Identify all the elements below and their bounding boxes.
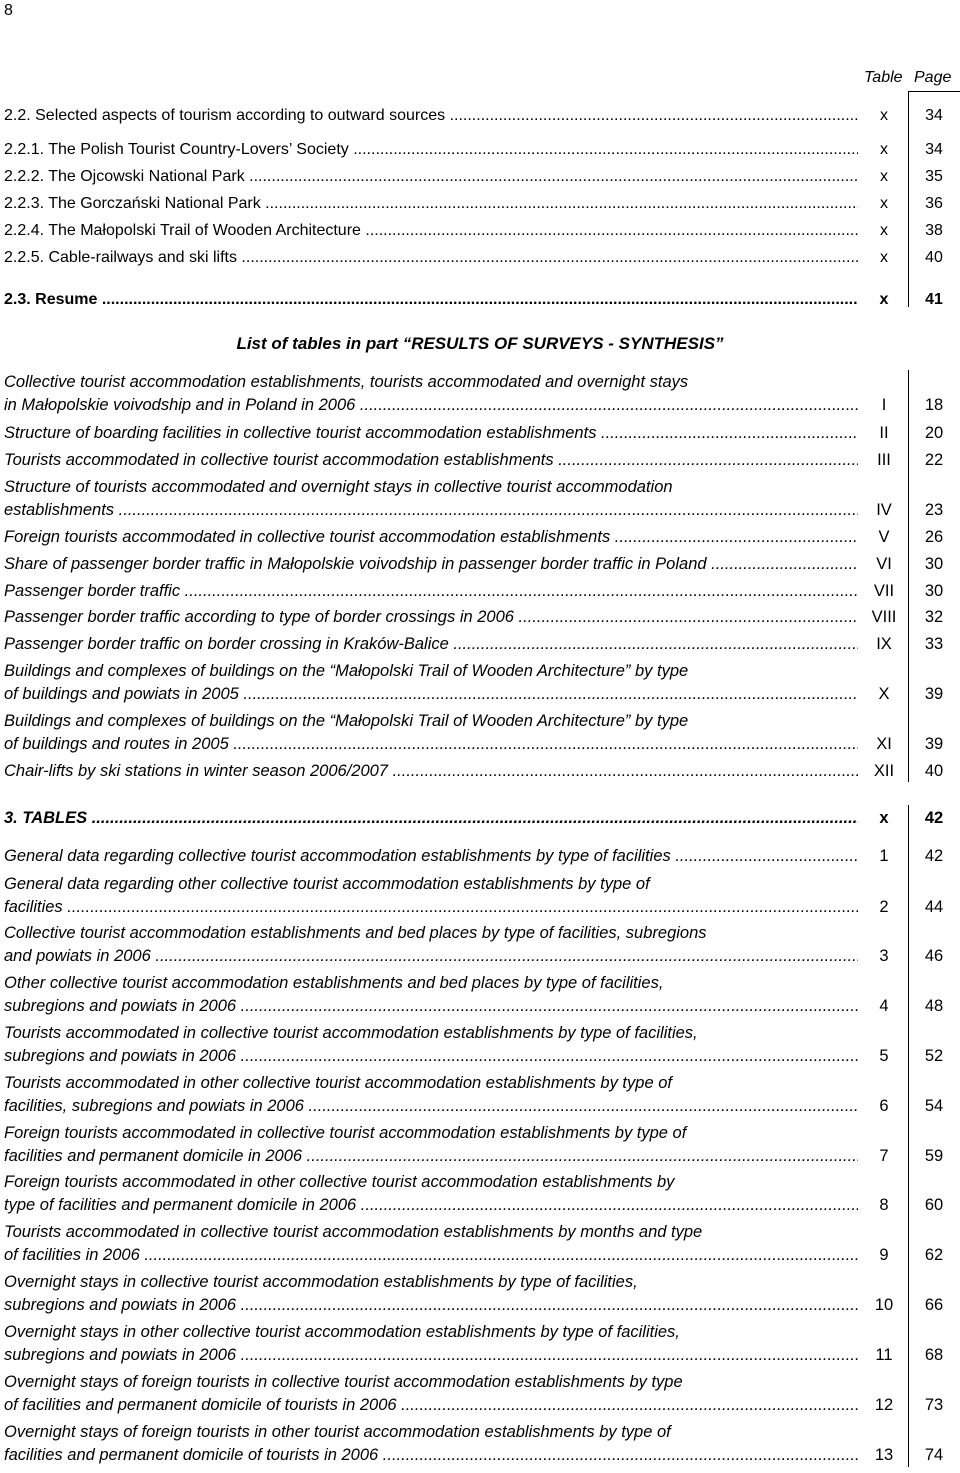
entry-page-number: 48 [924,997,944,1015]
toc-entry-line [0,248,960,268]
toc-entry-line [0,554,960,574]
toc-entry-line [0,106,960,126]
toc-entry-line [0,1046,960,1066]
column-header-table: Table [864,69,903,86]
toc-entry-line [0,684,960,704]
toc-entry-line [0,734,960,754]
toc-entry-line [0,477,960,497]
entry-title: Foreign tourists accommodated in collective tourist accommodation establishments ..... [4,527,858,547]
toc-entry-line [0,1023,960,1043]
toc-entry-line [0,897,960,917]
entry-title: Chair-lifts by ski stations in winter season 2006/2007 ..... [4,761,858,781]
entry-page-number: 68 [924,1346,944,1364]
toc-entry-line [0,1422,960,1442]
entry-title: of facilities in 2006 ..... [4,1245,858,1265]
entry-title: Collective tourist accommodation establishments, tourists accommodated and overnight stays [4,373,689,391]
entry-title: Overnight stays in collective tourist accommodation establishments by type of facilities, [4,1273,638,1291]
entry-page-number: 34 [925,141,943,158]
entry-title: subregions and powiats in 2006 ..... [4,1295,858,1315]
entry-title: subregions and powiats in 2006 ..... [4,1046,858,1066]
entry-table-number: 10 [874,1296,894,1314]
toc-entry-line [0,923,960,943]
toc-entry-line [0,808,960,828]
entry-table-number: II [879,424,889,442]
toc-entry-line [0,1372,960,1392]
entry-page-number: 39 [924,685,944,703]
entry-title: 2.2.4. The Małopolski Trail of Wooden Architecture ..... [4,221,858,241]
toc-entry-line [0,1096,960,1116]
entry-table-number: XI [876,735,892,753]
toc-entry-line [0,1146,960,1166]
entry-title: facilities, subregions and powiats in 2006 ..... [4,1096,858,1116]
entry-title: Passenger border traffic on border crossing in Kraków-Balice ..... [4,634,858,654]
entry-title: Tourists accommodated in collective tourist accommodation establishments ..... [4,450,858,470]
entry-page-number: 23 [924,501,944,519]
entry-title: Structure of boarding facilities in collective tourist accommodation establishments ..... [4,423,858,443]
toc-entry-line [0,711,960,731]
page-number: 8 [4,2,13,19]
entry-title: Tourists accommodated in collective tourist accommodation establishments by type of facilities, [4,1024,698,1042]
entry-table-number: 2 [879,898,889,916]
entry-table-number: 13 [874,1446,894,1464]
entry-title: 2.2.3. The Gorczański National Park ..... [4,194,858,214]
entry-title: subregions and powiats in 2006 ..... [4,996,858,1016]
entry-title: 2.2.5. Cable-railways and ski lifts ..... [4,248,858,268]
entry-title: Buildings and complexes of buildings on the “Małopolski Trail of Wooden Architecture” by type [4,712,689,730]
entry-title: Tourists accommodated in collective tourist accommodation establishments by months and type [4,1223,703,1241]
entry-table-number: 7 [879,1147,889,1165]
toc-entry-line [0,1445,960,1465]
toc-entry-line [0,290,960,310]
toc-entry-line [0,194,960,214]
entry-page-number: 59 [924,1147,944,1165]
entry-table-number: x [880,195,888,212]
entry-page-number: 66 [924,1296,944,1314]
entry-page-number: 20 [924,424,944,442]
entry-table-number: 3 [879,947,889,965]
toc-entry-line [0,1245,960,1265]
entry-table-number: III [877,451,891,469]
entry-title: facilities ..... [4,897,858,917]
entry-title: Passenger border traffic according to type of border crossings in 2006 ..... [4,607,858,627]
entry-page-number: 42 [924,809,944,827]
entry-title: facilities and permanent domicile of tourists in 2006 ..... [4,1445,858,1465]
entry-title: facilities and permanent domicile in 2006 ..... [4,1146,858,1166]
entry-page-number: 52 [924,1047,944,1065]
entry-page-number: 18 [924,396,944,414]
toc-entry-line [0,395,960,415]
entry-title: General data regarding other collective tourist accommodation establishments by type of [4,875,650,893]
column-divider [908,805,909,1467]
entry-table-number: 9 [879,1246,889,1264]
entry-table-number: x [880,249,888,266]
column-divider [908,370,909,782]
toc-entry-line [0,607,960,627]
entry-table-number: x [879,809,889,827]
entry-table-number: VII [873,582,895,600]
entry-page-number: 62 [924,1246,944,1264]
entry-table-number: 6 [879,1097,889,1115]
toc-entry-line [0,946,960,966]
toc-entry-line [0,372,960,392]
entry-title: Buildings and complexes of buildings on the “Małopolski Trail of Wooden Architecture” by type [4,662,689,680]
toc-entry-line [0,1272,960,1292]
entry-title: Overnight stays in other collective tourist accommodation establishments by type of facilities, [4,1323,680,1341]
entry-page-number: 42 [924,847,944,865]
entry-page-number: 74 [924,1446,944,1464]
toc-entry-line [0,527,960,547]
entry-table-number: x [880,107,888,124]
entry-page-number: 44 [924,898,944,916]
entry-table-number: IV [876,501,892,519]
entry-page-number: 33 [924,635,944,653]
entry-page-number: 41 [925,291,943,308]
entry-title: of facilities and permanent domicile of tourists in 2006 ..... [4,1395,858,1415]
entry-table-number: X [878,685,890,703]
entry-page-number: 22 [924,451,944,469]
entry-title: of buildings and routes in 2005 ..... [4,734,858,754]
entry-table-number: 8 [879,1196,889,1214]
toc-entry-line [0,140,960,160]
entry-title: 2.3. Resume ..... [4,290,858,310]
entry-table-number: 1 [879,847,889,865]
entry-title: 2.2.2. The Ojcowski National Park ..... [4,167,858,187]
toc-entry-line [0,1195,960,1215]
toc-entry-line [0,661,960,681]
toc-entry-line [0,996,960,1016]
entry-table-number: 5 [879,1047,889,1065]
entry-page-number: 40 [924,762,944,780]
entry-table-number: IX [876,635,892,653]
entry-page-number: 32 [924,608,944,626]
entry-table-number: x [880,141,888,158]
entry-title: establishments ..... [4,500,858,520]
entry-page-number: 30 [924,582,944,600]
toc-entry-line [0,846,960,866]
entry-table-number: 12 [874,1396,894,1414]
toc-entry-line [0,1123,960,1143]
entry-title: subregions and powiats in 2006 ..... [4,1345,858,1365]
toc-entry-line [0,1395,960,1415]
entry-title: Other collective tourist accommodation establishments and bed places by type of facilities, [4,974,664,992]
entry-title: Structure of tourists accommodated and overnight stays in collective tourist accommodation [4,478,673,496]
toc-entry-line [0,634,960,654]
entry-page-number: 60 [924,1196,944,1214]
entry-table-number: XII [873,762,895,780]
entry-page-number: 34 [925,107,943,124]
entry-page-number: 35 [925,168,943,185]
entry-title: Collective tourist accommodation establishments and bed places by type of facilities, subregions [4,924,707,942]
entry-table-number: 11 [875,1346,893,1364]
entry-page-number: 30 [924,555,944,573]
toc-entry-line [0,973,960,993]
entry-table-number: VIII [871,608,897,626]
toc-entry-line [0,423,960,443]
entry-table-number: VI [876,555,892,573]
toc-entry-line [0,761,960,781]
entry-title: Overnight stays of foreign tourists in other tourist accommodation establishments by type of [4,1423,671,1441]
entry-title: 2.2. Selected aspects of tourism according to outward sources ..... [4,106,858,126]
entry-title: in Małopolskie voivodship and in Poland in 2006 ..... [4,395,858,415]
entry-page-number: 40 [925,249,943,266]
entry-table-number: I [881,396,887,414]
entry-page-number: 73 [924,1396,944,1414]
toc-entry-line [0,500,960,520]
entry-title: 2.2.1. The Polish Tourist Country-Lovers’ Society ..... [4,140,858,160]
toc-entry-line [0,874,960,894]
column-divider [908,91,909,307]
toc-entry-line [0,221,960,241]
section-title: List of tables in part “RESULTS OF SURVEYS - SYNTHESIS” [236,334,724,353]
entry-title: Foreign tourists accommodated in other collective tourist accommodation establishments by [4,1173,675,1191]
toc-entry-line [0,1222,960,1242]
toc-entry-line [0,1345,960,1365]
entry-title: of buildings and powiats in 2005 ..... [4,684,858,704]
toc-entry-line [0,581,960,601]
entry-table-number: 4 [879,997,889,1015]
entry-page-number: 38 [925,222,943,239]
entry-title: 3. TABLES ..... [4,808,858,828]
toc-entry-line [0,1172,960,1192]
entry-page-number: 54 [924,1097,944,1115]
toc-entry-line [0,450,960,470]
entry-page-number: 36 [925,195,943,212]
entry-title: Passenger border traffic ..... [4,581,858,601]
entry-title: Foreign tourists accommodated in collective tourist accommodation establishments by type of [4,1124,687,1142]
entry-page-number: 26 [924,528,944,546]
toc-entry-line [0,1322,960,1342]
toc-entry-line [0,167,960,187]
header-underline [908,91,960,92]
entry-title: and powiats in 2006 ..... [4,946,858,966]
entry-page-number: 39 [924,735,944,753]
entry-title: Tourists accommodated in other collective tourist accommodation establishments by type of [4,1074,672,1092]
toc-entry-line [0,1295,960,1315]
column-header-page: Page [914,69,952,86]
toc-entry-line [0,1073,960,1093]
entry-page-number: 46 [924,947,944,965]
entry-title: type of facilities and permanent domicile in 2006 ..... [4,1195,858,1215]
entry-table-number: V [878,528,890,546]
entry-title: Share of passenger border traffic in Małopolskie voivodship in passenger border traffic in Poland ..... [4,554,858,574]
entry-table-number: x [879,291,889,308]
entry-table-number: x [880,168,888,185]
entry-title: Overnight stays of foreign tourists in collective tourist accommodation establishments by type [4,1373,683,1391]
entry-title: General data regarding collective tourist accommodation establishments by type of facilities ..... [4,846,858,866]
entry-table-number: x [880,222,888,239]
